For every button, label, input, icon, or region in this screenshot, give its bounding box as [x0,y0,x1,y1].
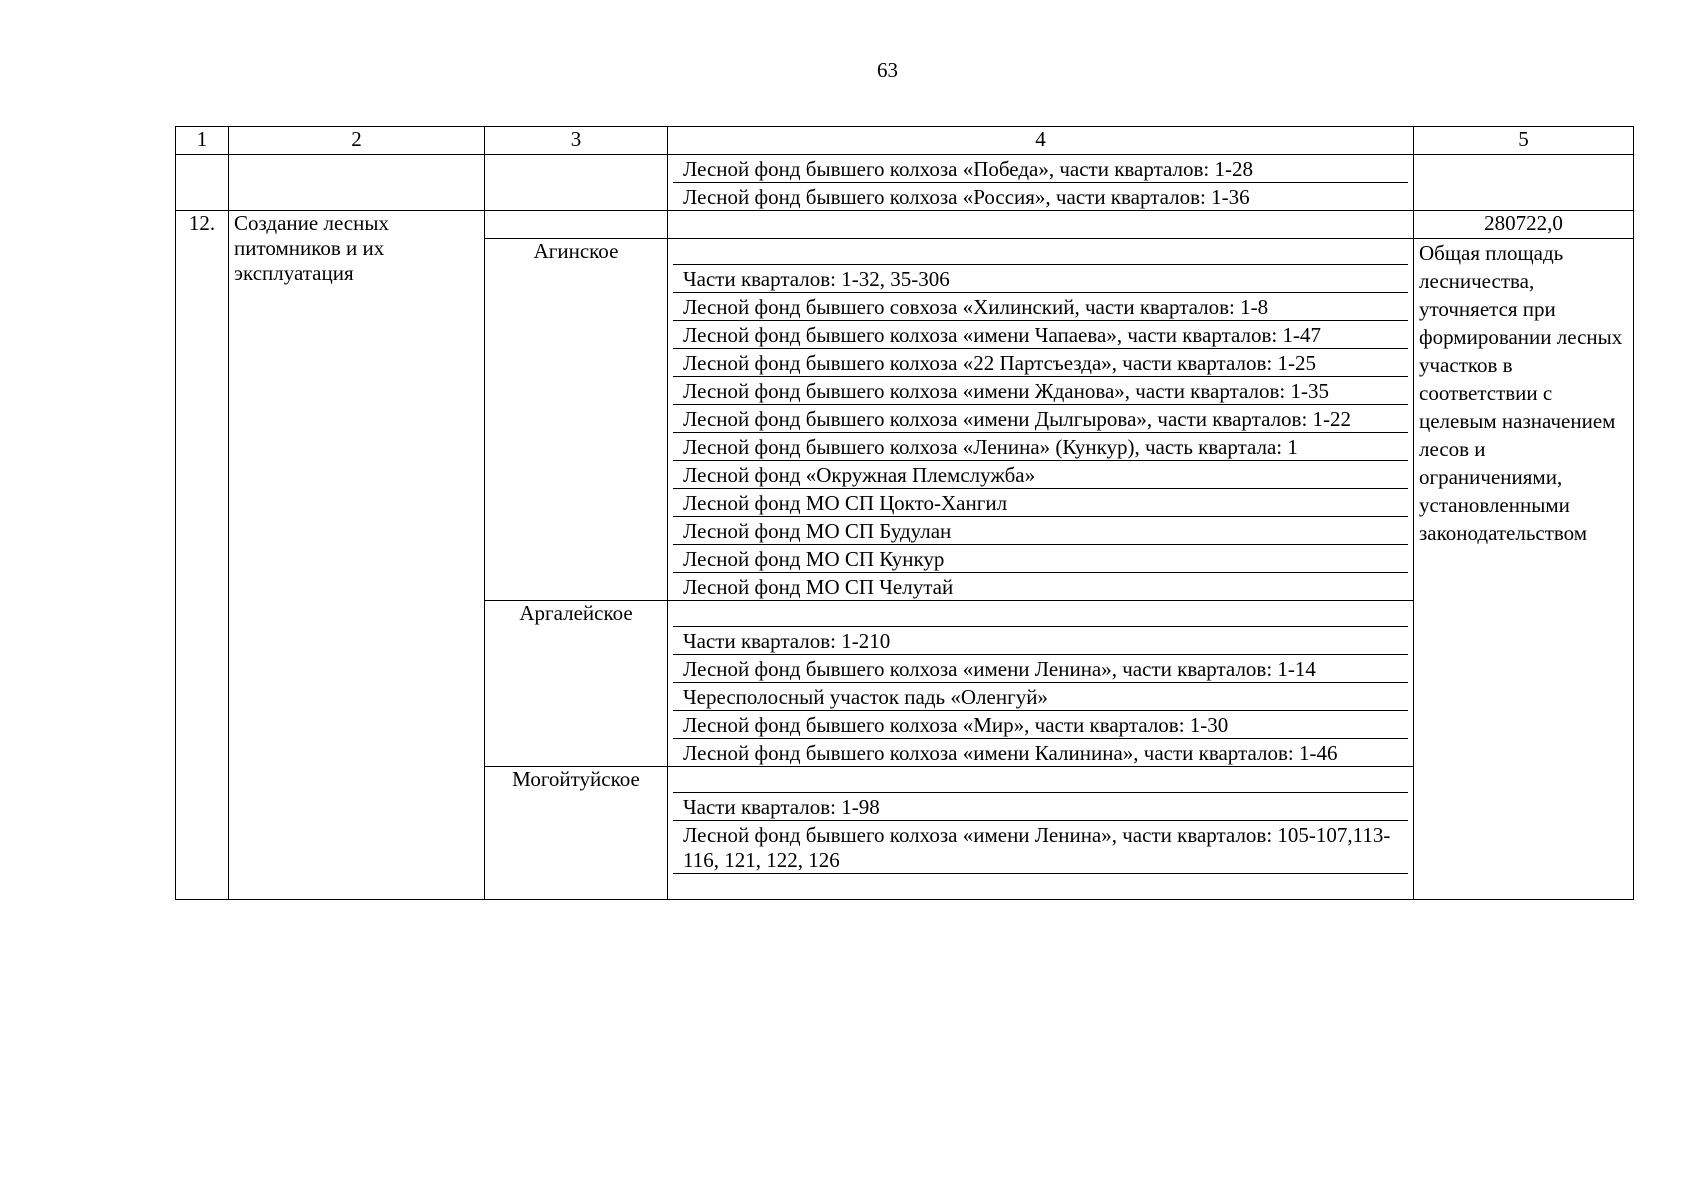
list-item: Части кварталов: 1-98 [673,793,1408,821]
forest-table [175,126,1634,900]
list-item: Лесной фонд МО СП Цокто-Хангил [673,489,1408,517]
list-item: Лесной фонд бывшего колхоза «Мир», части кварталов: 1-30 [673,711,1408,739]
activity-name: Создание лесных питомников и их эксплуатация [229,211,485,900]
list-item: Лесной фонд бывшего колхоза «имени Ленина», части кварталов: 105-107,113-116, 121, 122, 126 [673,821,1408,874]
note-text: Общая площадь лесничества, уточняется при формировании лесных участков в соответствии с целевым назначением лесов и ограничениями, установленными законодательством [1414,239,1634,900]
header-row [176,127,1634,155]
list-item: Лесной фонд бывшего колхоза «имени Калинина», части кварталов: 1-46 [683,741,1338,765]
forestry-name: Аргалейское [485,601,668,767]
list-item: Лесной фонд бывшего совхоза «Хилинский, части кварталов: 1-8 [673,293,1408,321]
list-item: Лесной фонд бывшего колхоза «имени Чапаева», части кварталов: 1-47 [673,321,1408,349]
list-item: Лесной фонд бывшего колхоза «Победа», части кварталов: 1-28 [673,155,1408,183]
list-item: Лесной фонд бывшего колхоза «имени Дылгырова», части кварталов: 1-22 [673,405,1408,433]
total-area: 280722,0 [1414,211,1634,239]
forestry-name: Могойтуйское [485,767,668,900]
list-item: Лесной фонд бывшего колхоза «имени Жданова», части кварталов: 1-35 [673,377,1408,405]
list-item: Части кварталов: 1-32, 35-306 [673,265,1408,293]
row-number: 12. [176,211,229,900]
list-item: Лесной фонд МО СП Челутай [683,575,954,599]
list-item: Лесной фонд МО СП Будулан [673,517,1408,545]
continuation-row [176,155,1634,211]
header-col-4: 4 [668,127,1414,155]
forestry-name: Агинское [485,239,668,601]
header-col-5: 5 [1414,127,1634,155]
list-item: Чересполосный участок падь «Оленгуй» [673,683,1408,711]
row-12-summary [176,211,1634,239]
list-item: Лесной фонд бывшего колхоза «22 Партсъезда», части кварталов: 1-25 [673,349,1408,377]
list-item: Лесной фонд МО СП Кункур [673,545,1408,573]
header-col-2: 2 [229,127,485,155]
list-item: Лесной фонд «Окружная Племслужба» [673,461,1408,489]
page-number: 63 [877,58,898,82]
list-item: Лесной фонд бывшего колхоза «Россия», части кварталов: 1-36 [683,185,1250,209]
list-item: Лесной фонд бывшего колхоза «Ленина» (Кункур), часть квартала: 1 [673,433,1408,461]
list-item: Лесной фонд бывшего колхоза «имени Ленина», части кварталов: 1-14 [673,655,1408,683]
header-col-3: 3 [485,127,668,155]
header-col-1: 1 [176,127,229,155]
list-item: Части кварталов: 1-210 [673,627,1408,655]
